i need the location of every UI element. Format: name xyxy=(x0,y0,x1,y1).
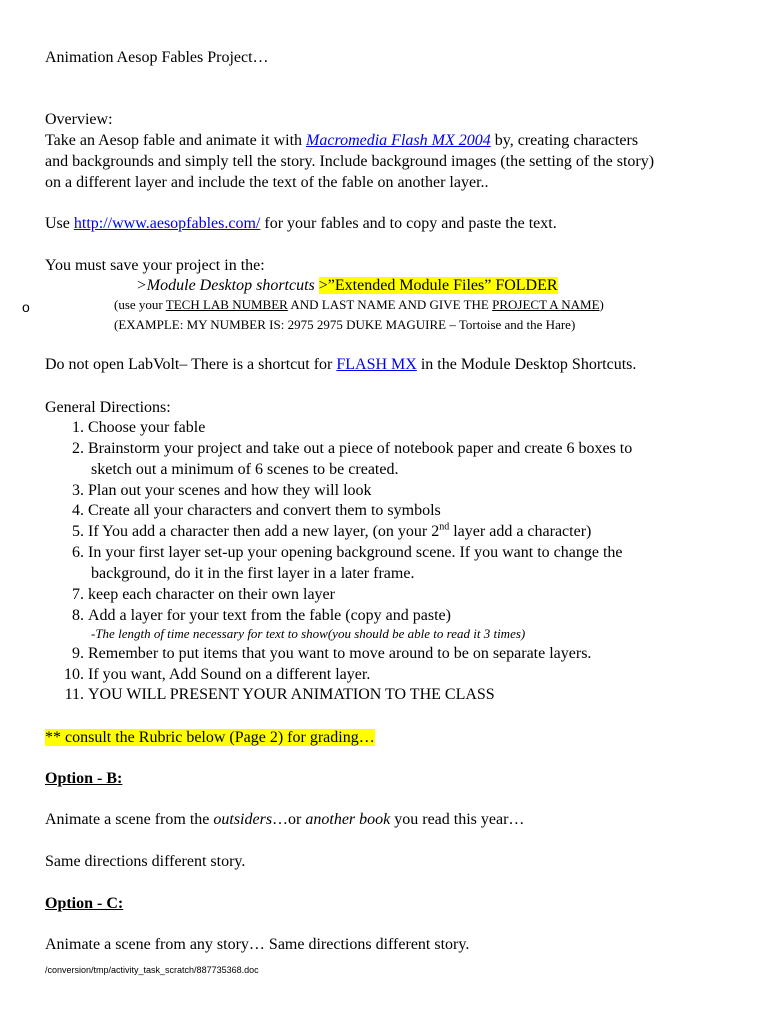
option-c-heading: Option - C: xyxy=(45,895,124,912)
list-number: 2. xyxy=(72,440,84,457)
list-item xyxy=(62,644,591,664)
list-text: Create all your characters and convert them to symbols xyxy=(88,502,441,519)
save-path-shortcuts: >Module Desktop shortcuts xyxy=(136,277,315,294)
flash-mx-link[interactable]: FLASH MX xyxy=(336,356,417,373)
option-b-text: Animate a scene from the xyxy=(45,811,214,828)
save-path xyxy=(136,276,558,296)
save-line: You must save your project in the: xyxy=(45,257,265,274)
aesopfables-link[interactable]: http://www.aesopfables.com/ xyxy=(73,215,261,232)
list-item-note: -The length of time necessary for text to show(you should be able to read it 3 times) xyxy=(91,626,526,641)
overview-text: by, creating characters xyxy=(490,132,639,149)
save-note-1 xyxy=(114,297,604,313)
labvolt-line xyxy=(45,355,636,375)
list-text: Choose your fable xyxy=(88,419,206,436)
option-b-text: you read this year… xyxy=(390,811,525,828)
option-b-line xyxy=(45,810,524,830)
list-item-cont: sketch out a minimum of 6 scenes to be created. xyxy=(91,461,399,478)
list-text: YOU WILL PRESENT YOUR ANIMATION TO THE CLASS xyxy=(88,686,495,703)
option-b-text: …or xyxy=(272,811,306,828)
rubric-note xyxy=(45,728,375,748)
bullet-o: o xyxy=(22,299,30,315)
list-item xyxy=(62,606,451,626)
macromedia-flash-link[interactable]: Macromedia Flash MX 2004 xyxy=(306,132,491,149)
note-text: PROJECT A NAME xyxy=(492,297,600,312)
overview-line-1 xyxy=(45,131,638,151)
directions-heading: General Directions: xyxy=(45,399,171,416)
list-item xyxy=(62,665,370,685)
footer-path: /conversion/tmp/activity_task_scratch/887735368.doc xyxy=(45,965,259,975)
overview-line-3: on a different layer and include the text of the fable on another layer.. xyxy=(45,174,489,191)
list-text: Add a layer for your text from the fable (copy and paste) xyxy=(88,607,451,624)
list-item xyxy=(62,439,632,459)
list-text: keep each character on their own layer xyxy=(88,586,335,603)
list-number: 1. xyxy=(72,419,84,436)
list-number: 7. xyxy=(72,586,84,603)
list-item xyxy=(62,418,205,438)
list-number: 4. xyxy=(72,502,84,519)
use-text: Use xyxy=(45,215,74,232)
list-number: 6. xyxy=(72,544,84,561)
note-text: ) xyxy=(599,297,604,312)
list-item-cont: background, do it in the first layer in a later frame. xyxy=(91,565,415,582)
note-text: AND LAST NAME AND GIVE THE xyxy=(287,297,493,312)
list-item xyxy=(62,585,335,605)
list-number: 3. xyxy=(72,482,84,499)
list-text: Brainstorm your project and take out a piece of notebook paper and create 6 boxes to xyxy=(88,440,633,457)
list-text: If you want, Add Sound on a different layer. xyxy=(88,666,371,683)
labvolt-text: Do not open LabVolt– There is a shortcut for xyxy=(45,356,337,373)
page-title: Animation Aesop Fables Project… xyxy=(45,49,269,66)
overview-text: Take an Aesop fable and animate it with xyxy=(45,132,307,149)
list-text: Plan out your scenes and how they will look xyxy=(88,482,372,499)
list-number: 5. xyxy=(72,523,84,540)
save-path-folder: >”Extended Module Files” FOLDER xyxy=(318,277,558,294)
list-text: If You add a character then add a new layer, (on your 2 xyxy=(88,523,440,540)
use-text: for your fables and to copy and paste the text. xyxy=(260,215,557,232)
overview-line-2: and backgrounds and simply tell the story. Include background images (the setting of the story) xyxy=(45,153,655,170)
list-item xyxy=(62,481,372,501)
list-item xyxy=(62,543,623,563)
list-text: In your first layer set-up your opening background scene. If you want to change the xyxy=(88,544,623,561)
list-number: 9. xyxy=(72,645,84,662)
list-text: Remember to put items that you want to move around to be on separate layers. xyxy=(88,645,592,662)
list-number: 8. xyxy=(72,607,84,624)
overview-heading: Overview: xyxy=(45,111,113,128)
list-item xyxy=(62,522,591,542)
option-b-heading: Option - B: xyxy=(45,770,123,787)
list-item xyxy=(62,501,441,521)
note-text: TECH LAB NUMBER xyxy=(165,297,288,312)
option-c-line: Animate a scene from any story… Same directions different story. xyxy=(45,936,470,953)
list-text: layer add a character) xyxy=(449,523,592,540)
option-b-text: outsiders xyxy=(213,811,273,828)
option-b-text: another book xyxy=(305,811,391,828)
rubric-highlight: ** consult the Rubric below (Page 2) for grading… xyxy=(45,729,375,746)
save-note-2: (EXAMPLE: MY NUMBER IS: 2975 2975 DUKE MAGUIRE – Tortoise and the Hare) xyxy=(114,317,576,332)
list-number: 11. xyxy=(64,686,84,703)
labvolt-text: in the Module Desktop Shortcuts. xyxy=(416,356,637,373)
note-text: (use your xyxy=(114,297,166,312)
use-line xyxy=(45,214,557,234)
superscript: nd xyxy=(439,521,450,533)
option-b-line-2: Same directions different story. xyxy=(45,853,246,870)
list-number: 10. xyxy=(64,666,84,683)
list-item xyxy=(62,685,495,705)
